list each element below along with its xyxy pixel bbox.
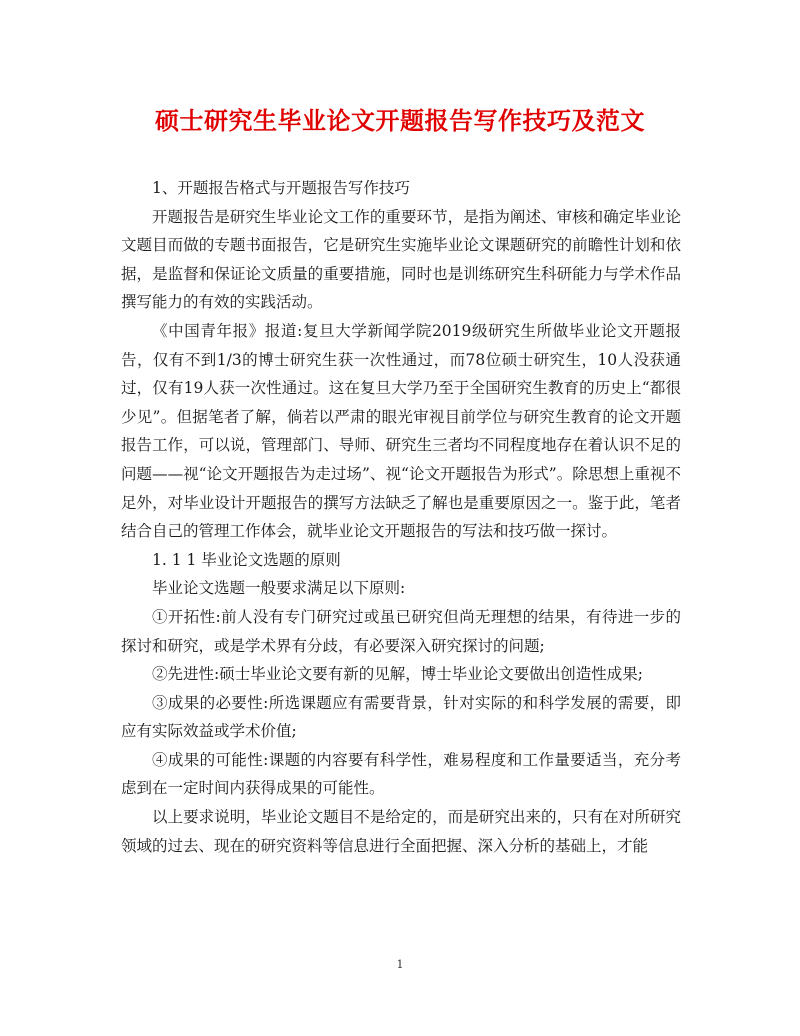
section-heading: 1、开题报告格式与开题报告写作技巧 bbox=[152, 179, 410, 197]
list-item: ②先进性:硕士毕业论文要有新的见解，博士毕业论文要做出创造性成果; bbox=[152, 665, 643, 684]
document-body bbox=[121, 174, 681, 860]
document-title: 硕士研究生毕业论文开题报告写作技巧及范文 bbox=[155, 106, 645, 135]
paragraph: 毕业论文选题一般要求满足以下原则: bbox=[152, 579, 406, 598]
list-item: ③成果的必要性:所选课题应有需要背景，针对实际的和科学发展的需要，即应有实际效益或学术价值; bbox=[121, 693, 681, 741]
subsection-heading: 1. 1 1 毕业论文选题的原则 bbox=[152, 550, 341, 569]
paragraph: 开题报告是研究生毕业论文工作的重要环节，是指为阐述、审核和确定毕业论文题目而做的专题书面报告，它是研究生实施毕业论文课题研究的前瞻性计划和依据，是监督和保证论文质量的重要措施，同时也是训练研究生科研能力与学术作品撰写能力的有效的实践活动。 bbox=[121, 207, 681, 312]
list-item: ①开拓性:前人没有专门研究过或虽已研究但尚无理想的结果，有待进一步的探讨和研究，或是学术界有分歧，有必要深入研究探讨的问题; bbox=[121, 607, 681, 655]
list-item: ④成果的可能性:课题的内容要有科学性，难易程度和工作量要适当，充分考虑到在一定时间内获得成果的可能性。 bbox=[121, 750, 681, 798]
page-number: 1 bbox=[396, 958, 404, 971]
paragraph: 《中国青年报》报道:复旦大学新闻学院2019级研究生所做毕业论文开题报告，仅有不到1/3的博士研究生获一次性通过，而78位硕士研究生，10人没获通过，仅有19人获一次性通过。这在复旦大学乃至于全国研究生教育的历史上“都很少见”。但据笔者了解，倘若以严肃的眼光审视目前学位与研究生教育的论文开题报告工作，可以说，管理部门、导师、研究生三者均不同程度地存在着认识不足的问题——视“论文开题报告为走过场”、视“论文开题报告为形式”。除思想上重视不足外，对毕业设计开题报告的撰写方法缺乏了解也是重要原因之一。鉴于此，笔者结合自己的管理工作体会，就毕业论文开题报告的写法和技巧做一探讨。 bbox=[121, 321, 681, 541]
paragraph: 以上要求说明，毕业论文题目不是给定的，而是研究出来的，只有在对所研究领域的过去、现在的研究资料等信息进行全面把握、深入分析的基础上，才能 bbox=[121, 808, 681, 855]
